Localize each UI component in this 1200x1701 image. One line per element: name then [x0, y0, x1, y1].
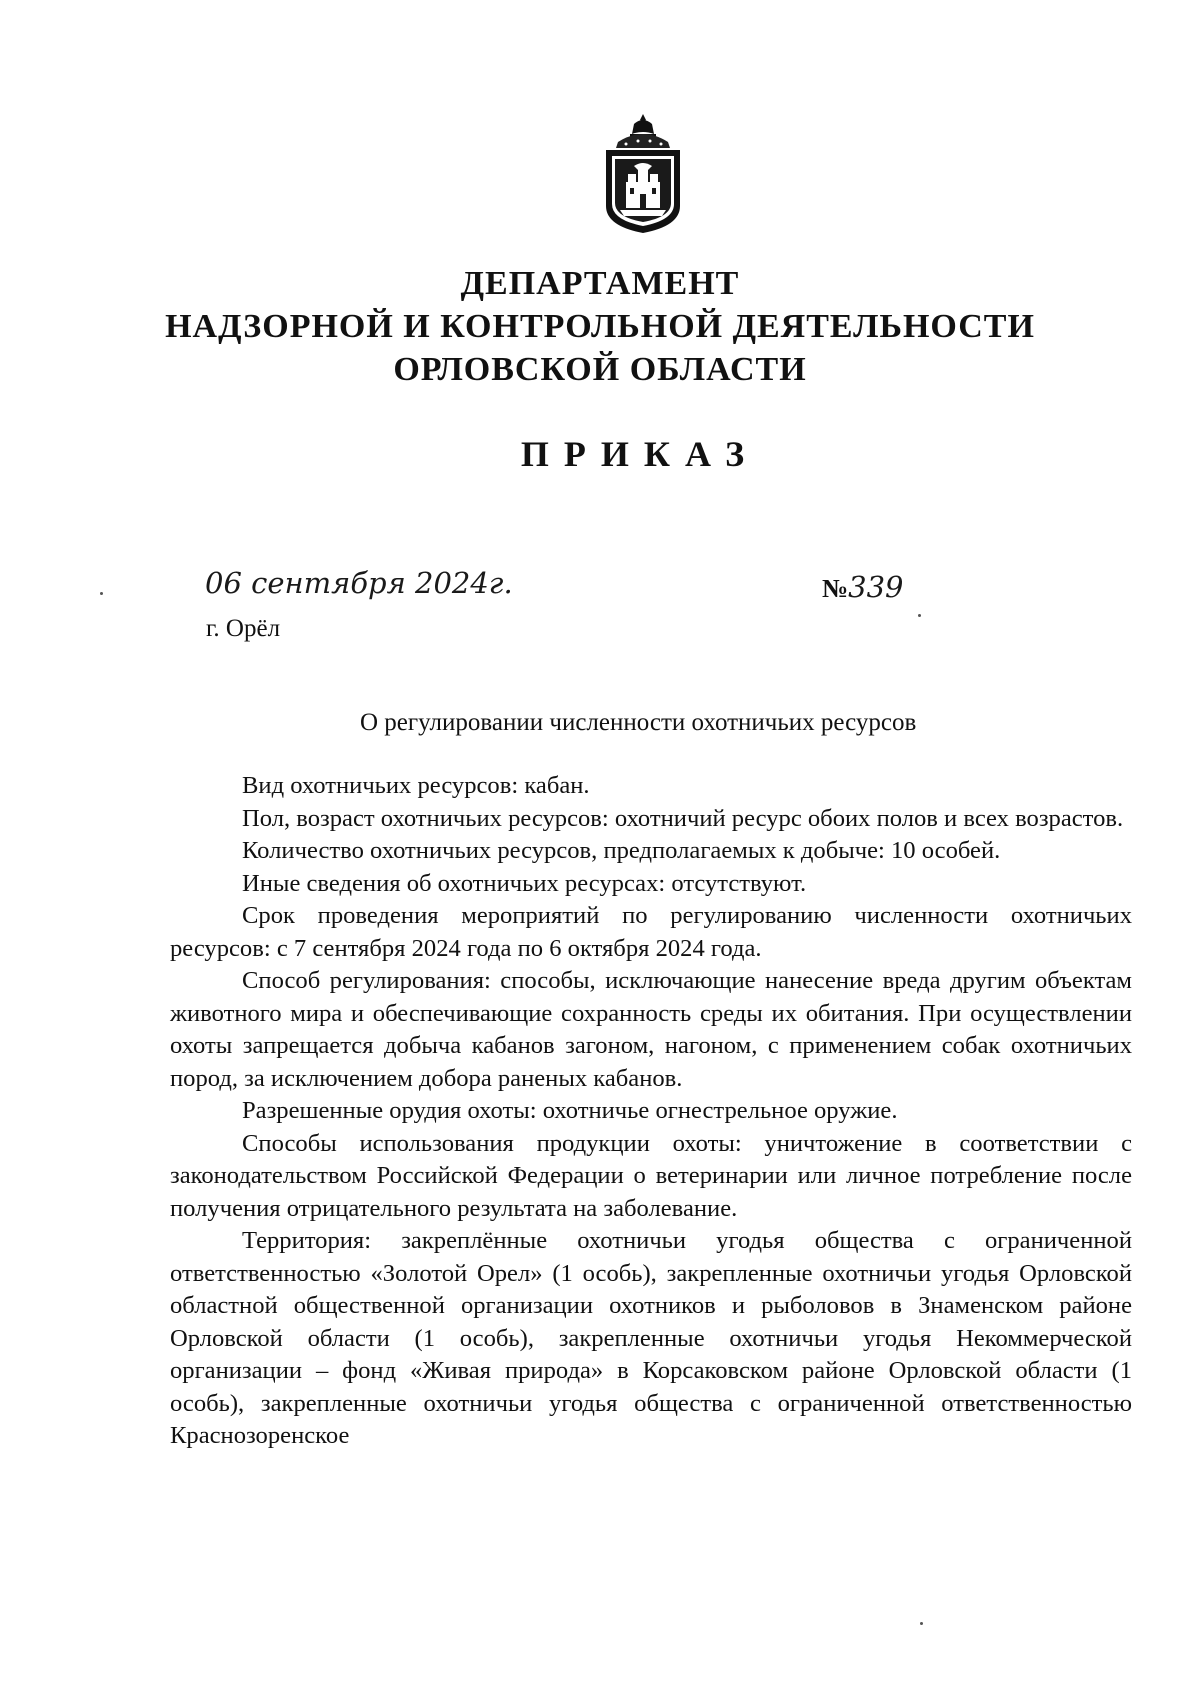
department-title-line-1: ДЕПАРТАМЕНТ [460, 265, 740, 302]
department-title-line-2: НАДЗОРНОЙ И КОНТРОЛЬНОЙ ДЕЯТЕЛЬНОСТИ [165, 308, 1035, 345]
scan-speck [918, 614, 921, 617]
scan-speck [920, 1622, 923, 1625]
paragraph-sex-age: Пол, возраст охотничьих ресурсов: охотничий ресурс обоих полов и всех возрастов. [242, 804, 1124, 832]
paragraph-product-use: Способы использования продукции охоты: уничтожение в соответствии с законодательством Российской Федерации о ветеринарии или личное потребление после получения отрицательного результата на заболевание. [170, 1129, 1132, 1222]
order-subject: О регулировании численности охотничьих ресурсов [360, 709, 917, 736]
order-title: ПРИКАЗ [520, 434, 760, 474]
paragraph-species: Вид охотничьих ресурсов: кабан. [242, 772, 590, 799]
order-city: г. Орёл [206, 615, 281, 642]
number-sign: № [822, 574, 849, 603]
scan-speck [100, 592, 103, 595]
order-body [170, 770, 1132, 1453]
paragraph-territory: Территория: закреплённые охотничьи угодья общества с ограниченной ответственностью «Золотой Орел» (1 особь), закрепленные охотничьи угодья Орловской областной общественной организации охотников и рыболовов в Знаменском районе Орловской области (1 особь), закрепленные охотничьи угодья Некоммерческой организации – фонд «Живая природа» в Корсаковском районе Орловской области (1 особь), закрепленные охотничьи угодья общества с ограниченной ответственностью Краснозоренское [170, 1227, 1132, 1449]
department-title-line-3: ОРЛОВСКОЙ ОБЛАСТИ [393, 351, 807, 388]
orel-oblast-coat-of-arms-icon [598, 112, 688, 236]
paragraph-other-info: Иные сведения об охотничьих ресурсах: отсутствуют. [242, 869, 807, 897]
order-date: 06 сентября 2024г. [205, 566, 513, 600]
order-number-value: 339 [848, 570, 904, 604]
paragraph-method: Способ регулирования: способы, исключающие нанесение вреда другим объектам животного мира и обеспечивающие сохранность среды их обитания. При осуществлении охоты запрещается добыча кабанов загоном, нагоном, с применением собак охотничьих пород, за исключением добора раненых кабанов. [170, 967, 1132, 1092]
paragraph-period: Срок проведения мероприятий по регулированию численности охотничьих ресурсов: с 7 сентября 2024 года по 6 октября 2024 года. [170, 902, 1132, 962]
paragraph-weapons: Разрешенные орудия охоты: охотничье огнестрельное оружие. [242, 1097, 898, 1124]
paragraph-quantity: Количество охотничьих ресурсов, предполагаемых к добыче: 10 особей. [242, 837, 1001, 864]
order-number [822, 570, 904, 606]
